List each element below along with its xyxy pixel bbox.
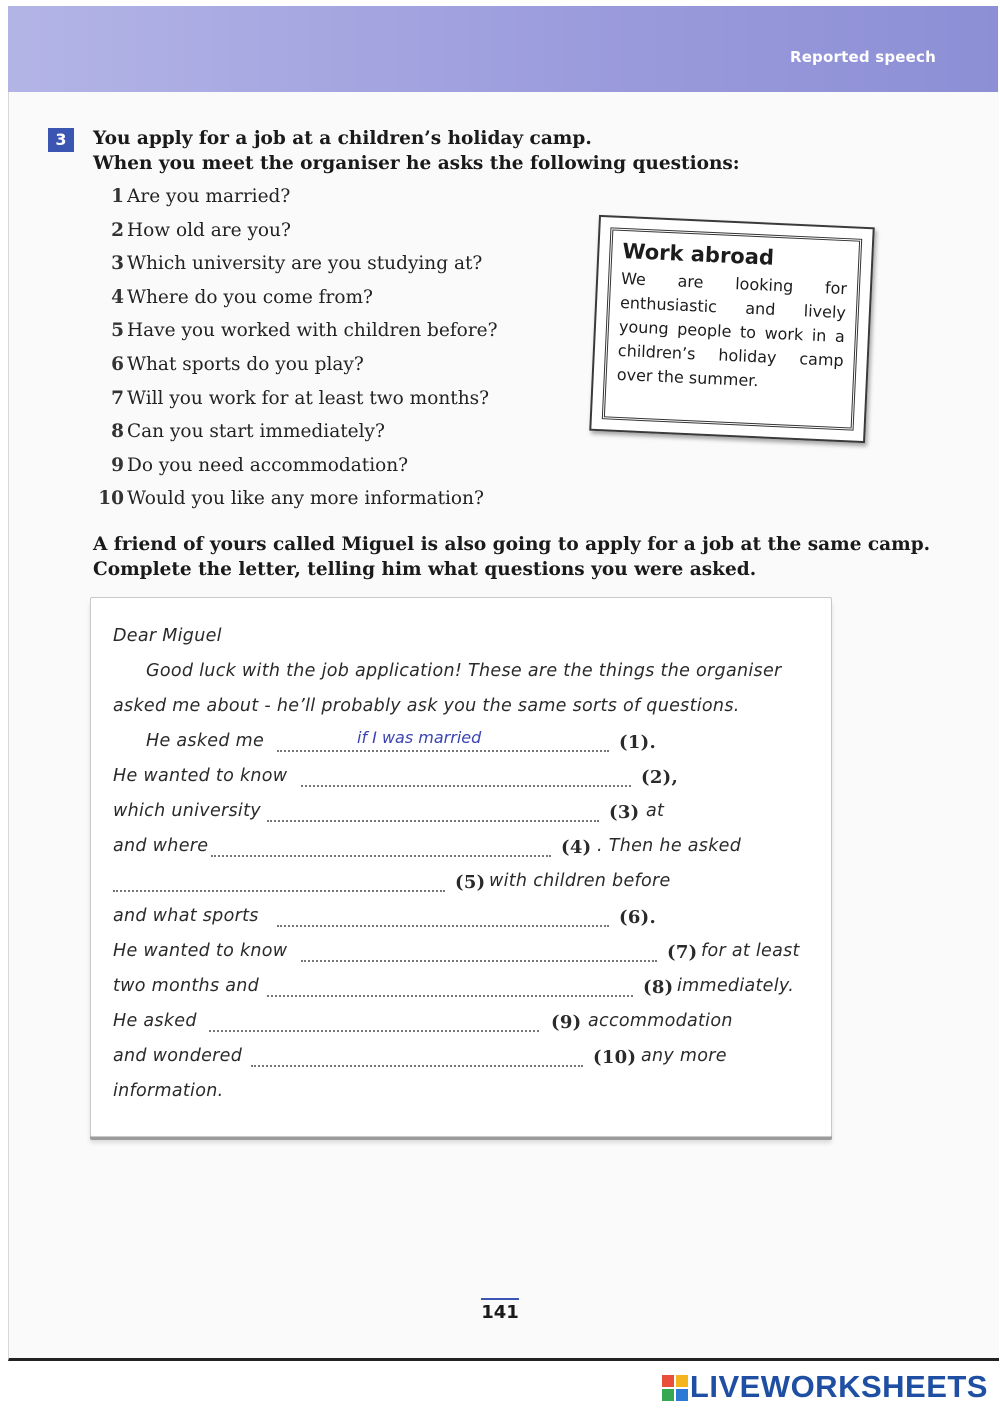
task-line-2: Complete the letter, telling him what questions you were asked. [93,559,757,580]
gap-10-number: (10) [593,1047,637,1068]
gap-7-number: (7) [667,942,698,963]
gap-1-dotted-line [277,750,609,752]
gap-3-dotted-line[interactable] [267,820,599,822]
advert-title: Work abroad [621,238,775,270]
letter-line-6-text: and what sports [113,906,259,926]
gap-9-dotted-line[interactable] [209,1030,539,1032]
letter-line-11-text: information. [113,1081,224,1101]
task-line-1: A friend of yours called Miguel is also going to apply for a job at the same camp. [93,534,931,555]
letter-line-7-text: He wanted to know [113,941,288,961]
question-item: 6 What sports do you play? [111,353,364,375]
letter-line-4-text: and where [113,836,209,856]
gap-1-answer[interactable]: if I was married [357,728,482,747]
section-title: Reported speech [789,48,936,66]
letter-intro-line-1: Good luck with the job application! These are the things the organiser [146,661,782,681]
letter-line-3-after: at [646,801,665,821]
gap-5-dotted-line[interactable] [113,890,445,892]
gap-3-number: (3) [609,802,640,823]
gap-6-number: (6). [619,907,657,928]
gap-2-number: (2), [641,767,679,788]
instruction-line-2: When you meet the organiser he asks the following questions: [93,153,740,174]
letter-line-10-after: any more [641,1046,727,1066]
gap-10-dotted-line[interactable] [251,1065,583,1067]
gap-9-number: (9) [551,1012,582,1033]
letter-line-9-text: He asked [113,1011,197,1031]
gap-2-dotted-line[interactable] [301,785,631,787]
question-item: 8 Can you start immediately? [111,421,385,443]
letter-line-2-text: He wanted to know [113,766,288,786]
gap-7-dotted-line[interactable] [301,960,657,962]
gap-4-dotted-line[interactable] [211,855,551,857]
question-item: 10 Would you like any more information? [98,488,484,510]
liveworksheets-brand: LIVEWORKSHEETS [662,1369,988,1405]
letter-line-7-after: for at least [701,941,800,961]
question-item: 7 Will you work for at least two months? [111,387,490,409]
letter-line-8-after: immediately. [677,976,795,996]
letter-intro-line-2: asked me about - he’ll probably ask you the same sorts of questions. [113,696,740,716]
gap-5-number: (5) [455,872,486,893]
liveworksheets-logo-icon [662,1375,688,1401]
question-list [88,186,498,522]
gap-1-number: (1). [619,732,657,753]
gap-6-dotted-line[interactable] [277,925,609,927]
question-item: 1 Are you married? [111,186,291,207]
letter-line-3-text: which university [113,801,261,821]
gap-8-number: (8) [643,977,674,998]
question-item: 2 How old are you? [111,219,291,241]
instruction-line-1: You apply for a job at a children’s holiday camp. [93,128,592,149]
question-item: 5 Have you worked with children before? [111,320,498,342]
page-number: 141 [0,1298,1000,1323]
letter-line-8-text: two months and [113,976,260,996]
question-item: 4 Where do you come from? [111,286,373,308]
gap-4-number: (4) [561,837,592,858]
question-item: 9 Do you need accommodation? [111,454,409,476]
letter-line-1-text: He asked me [146,731,265,751]
question-item: 3 Which university are you studying at? [111,253,483,275]
letter-line-4-after: . Then he asked [597,836,742,856]
letter-line-9-after: accommodation [588,1011,733,1031]
letter-line-10-text: and wondered [113,1046,243,1066]
gap-8-dotted-line[interactable] [267,995,633,997]
exercise-number-badge: 3 [48,128,74,152]
advert-body: We are looking for enthusiastic and lively young people to work in a children’s holiday camp over the summer. [616,268,848,391]
letter-card [90,597,832,1137]
letter-greeting: Dear Miguel [113,626,222,646]
letter-line-5-after: with children before [489,871,671,891]
work-abroad-advert [589,215,875,443]
